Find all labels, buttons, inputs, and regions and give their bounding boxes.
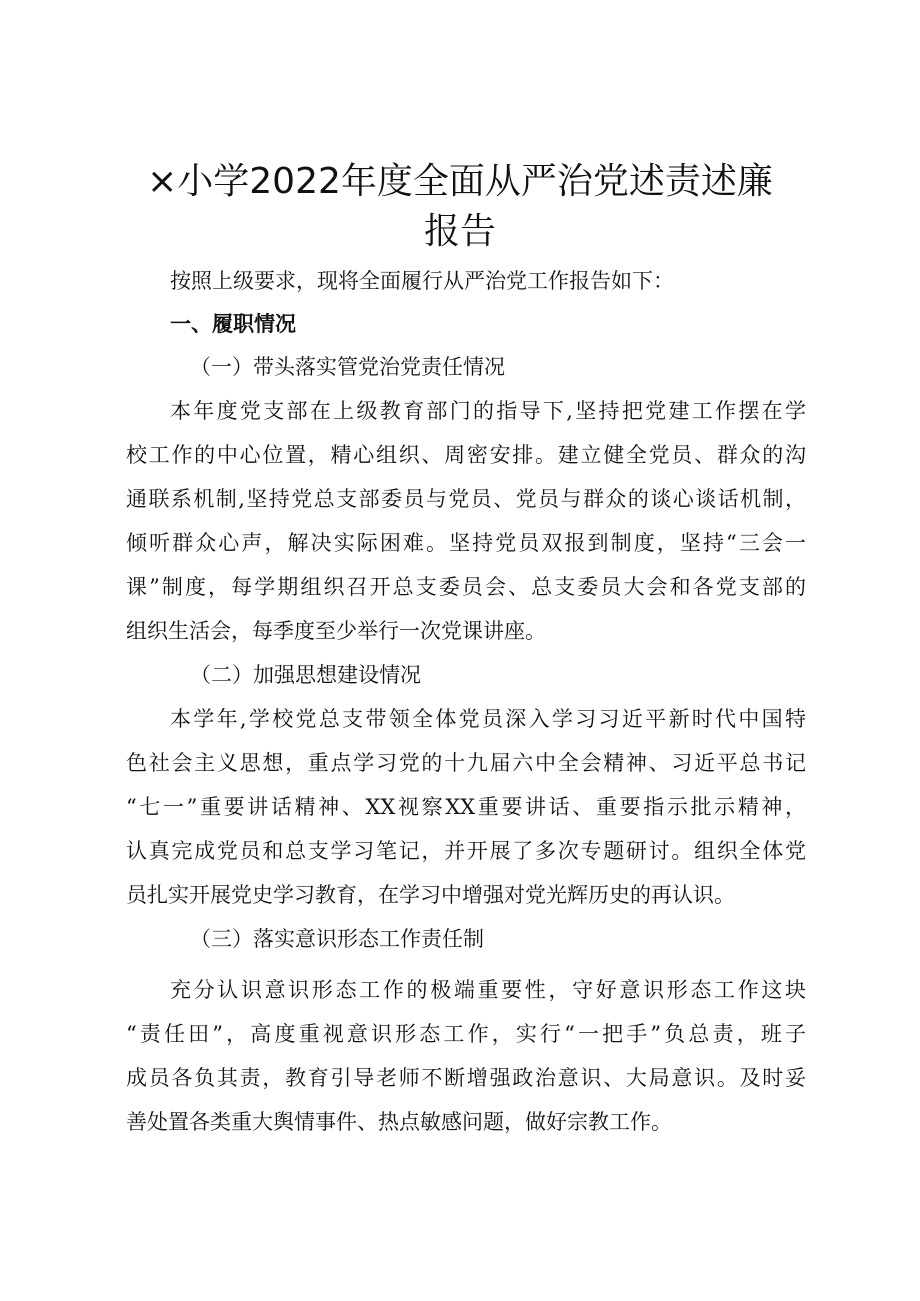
paragraph-line: 本学年,学校党总支带领全体党员深入学习习近平新时代中国特 [170,707,806,731]
paragraph-line: 课”制度，每学期组织召开总支委员会、总支委员大会和各党支部的 [126,575,806,599]
subsection-heading-1: （一）带头落实管党治党责任情况 [190,355,505,379]
paragraph-line: 校工作的中心位置，精心组织、周密安排。建立健全党员、群众的沟 [126,443,806,467]
paragraph-line: 色社会主义思想，重点学习党的十九届六中全会精神、习近平总书记 [126,751,806,775]
subsection-heading-3: （三）落实意识形态工作责任制 [190,927,484,951]
paragraph-line: 充分认识意识形态工作的极端重要性，守好意识形态工作这块 [170,978,806,1002]
intro-paragraph: 按照上级要求，现将全面履行从严治党工作报告如下： [170,269,674,293]
paragraph-line: 倾听群众心声，解决实际困难。坚持党员双报到制度，坚持“三会一 [126,531,806,555]
paragraph-line: 善处置各类重大舆情事件、热点敏感问题，做好宗教工作。 [126,1110,672,1134]
paragraph-line: 认真完成党员和总支学习笔记，并开展了多次专题研讨。组织全体党 [126,839,806,863]
paragraph-line: 通联系机制,坚持党总支部委员与党员、党员与群众的谈心谈话机制， [126,487,806,511]
subsection-heading-2: （二）加强思想建设情况 [190,663,421,687]
section-heading-performance: 一、履职情况 [170,312,296,336]
paragraph-line: “责任田”，高度重视意识形态工作，实行“一把手”负总责，班子 [126,1022,806,1046]
document-title-line-2: 报告 [423,211,496,252]
paragraph-line: 成员各负其责，教育引导老师不断增强政治意识、大局意识。及时妥 [126,1066,806,1090]
paragraph-line: 组织生活会，每季度至少举行一次党课讲座。 [126,619,546,643]
paragraph-line: 员扎实开展党史学习教育，在学习中增强对党光辉历史的再认识。 [126,883,735,907]
paragraph-line: 本年度党支部在上级教育部门的指导下,坚持把党建工作摆在学 [170,399,806,423]
paragraph-line: “七一”重要讲话精神、XX视察XX重要讲话、重要指示批示精神， [126,795,806,819]
document-title-line-1: ×小学2022年度全面从严治党述责述廉 [147,161,773,202]
